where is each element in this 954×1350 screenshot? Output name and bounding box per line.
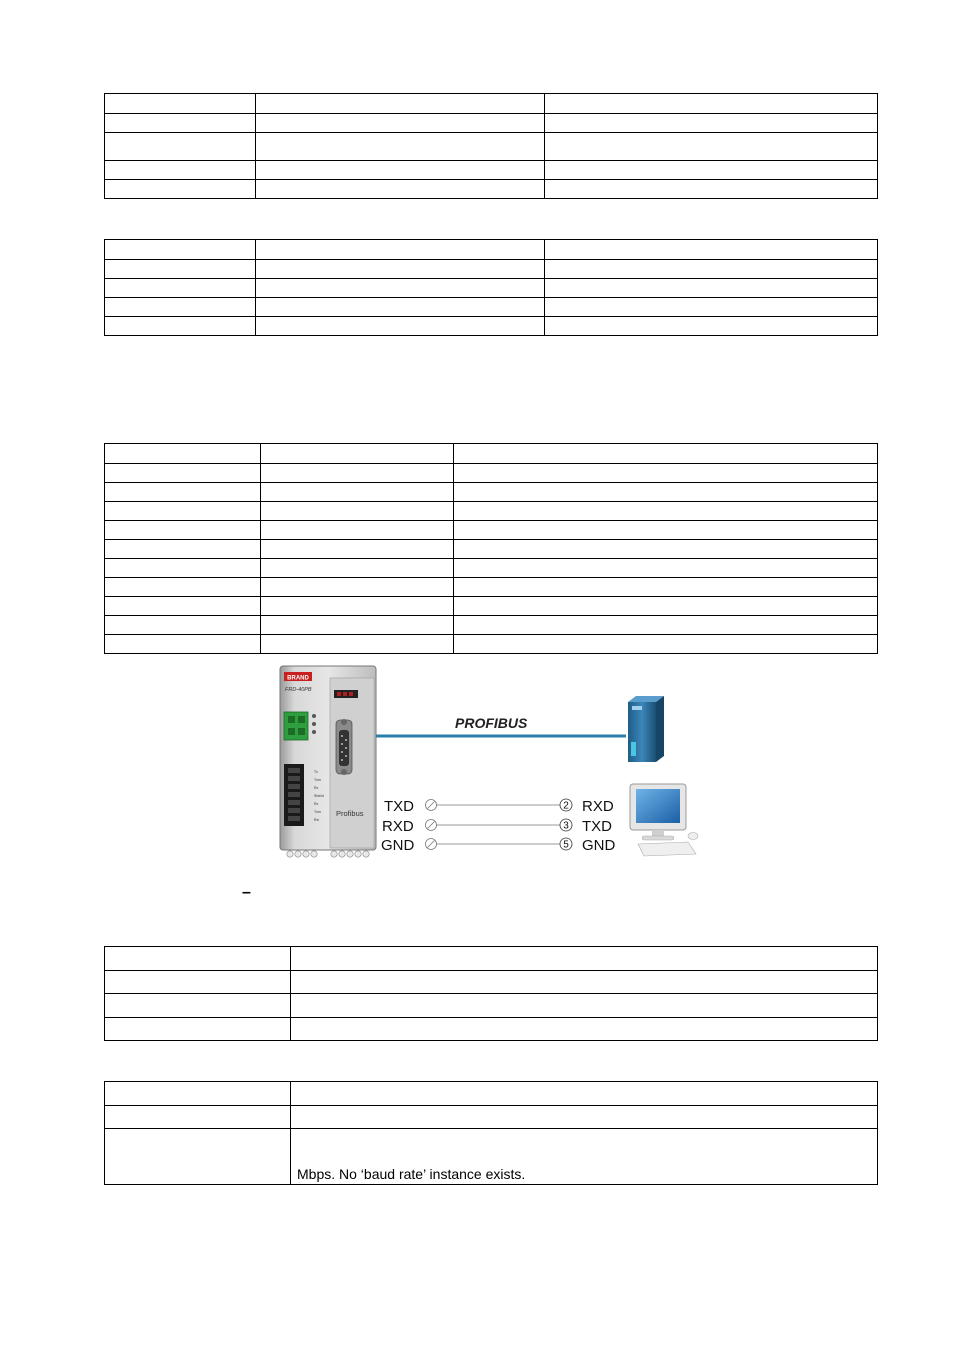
table-cell bbox=[105, 1018, 291, 1041]
table-row bbox=[105, 240, 878, 260]
left-pin-gnd: GND bbox=[381, 837, 415, 854]
table-cell bbox=[105, 317, 256, 336]
computer-icon bbox=[630, 784, 698, 856]
table-2 bbox=[104, 239, 878, 336]
table-cell bbox=[105, 114, 256, 133]
table-row bbox=[105, 1106, 878, 1129]
right-pin-txd: TXD bbox=[582, 818, 612, 835]
table-cell bbox=[105, 483, 261, 502]
terminal-label: Txm bbox=[314, 810, 321, 814]
table-cell bbox=[105, 1082, 291, 1106]
table-cell bbox=[261, 559, 454, 578]
model-text: FRD-40PB bbox=[285, 687, 312, 693]
table-cell bbox=[545, 161, 878, 180]
table-cell bbox=[105, 94, 256, 114]
table-cell bbox=[105, 444, 261, 464]
table-cell bbox=[545, 133, 878, 161]
table-cell bbox=[261, 502, 454, 521]
table-cell bbox=[256, 161, 545, 180]
table-row bbox=[105, 947, 878, 971]
table-cell bbox=[256, 317, 545, 336]
db9-connector bbox=[336, 719, 352, 775]
table-cell bbox=[545, 180, 878, 199]
table-cell bbox=[454, 578, 878, 597]
table-cell bbox=[454, 521, 878, 540]
table-row bbox=[105, 483, 878, 502]
table-cell bbox=[105, 180, 256, 199]
table-cell bbox=[261, 540, 454, 559]
terminal-label: Rxi bbox=[314, 818, 320, 822]
table-cell bbox=[545, 298, 878, 317]
table-4 bbox=[104, 946, 878, 1041]
table-row bbox=[105, 635, 878, 654]
table-cell bbox=[545, 94, 878, 114]
table-cell bbox=[105, 947, 291, 971]
table-cell bbox=[545, 279, 878, 298]
table-row bbox=[105, 1129, 878, 1185]
table-row bbox=[105, 279, 878, 298]
table-row bbox=[105, 161, 878, 180]
table-row bbox=[105, 597, 878, 616]
table-cell bbox=[545, 114, 878, 133]
table-row bbox=[105, 971, 878, 994]
table-cell bbox=[454, 540, 878, 559]
table-cell bbox=[454, 597, 878, 616]
table-row bbox=[105, 578, 878, 597]
table-row bbox=[105, 521, 878, 540]
table-cell bbox=[256, 298, 545, 317]
table-row bbox=[105, 540, 878, 559]
table-cell bbox=[105, 578, 261, 597]
table-row bbox=[105, 464, 878, 483]
terminal-label: Tx bbox=[314, 770, 318, 774]
table-cell bbox=[261, 444, 454, 464]
terminal-label: Txm bbox=[314, 778, 321, 782]
table-cell bbox=[105, 298, 256, 317]
converter-device bbox=[280, 666, 376, 857]
table-cell bbox=[105, 521, 261, 540]
terminal-label: Rx bbox=[314, 802, 319, 806]
green-terminal-block bbox=[284, 712, 308, 740]
table-row bbox=[105, 502, 878, 521]
left-pin-rxd: RXD bbox=[382, 818, 414, 835]
table-row bbox=[105, 180, 878, 199]
table-cell bbox=[261, 464, 454, 483]
table-cell bbox=[261, 483, 454, 502]
table-cell bbox=[256, 279, 545, 298]
table-cell bbox=[291, 1018, 878, 1041]
left-pin-txd: TXD bbox=[384, 798, 414, 815]
table-cell bbox=[256, 260, 545, 279]
table-row bbox=[105, 260, 878, 279]
table-cell bbox=[256, 114, 545, 133]
table-cell bbox=[291, 1082, 878, 1106]
table-cell bbox=[454, 559, 878, 578]
table-cell bbox=[105, 133, 256, 161]
table-cell bbox=[545, 317, 878, 336]
table-5 bbox=[104, 1081, 878, 1185]
table-cell bbox=[454, 502, 878, 521]
table-cell bbox=[545, 240, 878, 260]
table-cell bbox=[105, 260, 256, 279]
baud-rate-note: Mbps. No ‘baud rate’ instance exists. bbox=[291, 1129, 878, 1185]
bottom-terminals bbox=[287, 851, 369, 857]
table-cell bbox=[105, 240, 256, 260]
table-cell bbox=[261, 597, 454, 616]
table-cell bbox=[105, 971, 291, 994]
brand-text: BRAND bbox=[287, 675, 309, 682]
table-cell bbox=[105, 559, 261, 578]
pin-number: 2 bbox=[563, 800, 569, 812]
table-row bbox=[105, 133, 878, 161]
table-cell bbox=[105, 616, 261, 635]
right-pin-gnd: GND bbox=[582, 837, 616, 854]
table-row bbox=[105, 994, 878, 1018]
table-cell bbox=[256, 240, 545, 260]
table-row bbox=[105, 1082, 878, 1106]
table-cell bbox=[454, 444, 878, 464]
black-terminal-strip bbox=[284, 764, 304, 826]
table-cell bbox=[105, 1106, 291, 1129]
table-cell bbox=[261, 521, 454, 540]
table-cell bbox=[454, 464, 878, 483]
table-cell bbox=[105, 540, 261, 559]
right-pin-rxd: RXD bbox=[582, 798, 614, 815]
table-row bbox=[105, 317, 878, 336]
table-cell bbox=[105, 161, 256, 180]
pin-number: 5 bbox=[563, 839, 569, 851]
table-cell bbox=[454, 483, 878, 502]
table-cell bbox=[454, 635, 878, 654]
table-cell bbox=[261, 578, 454, 597]
table-cell bbox=[291, 947, 878, 971]
table-cell bbox=[256, 133, 545, 161]
table-3 bbox=[104, 443, 878, 654]
table-cell bbox=[256, 180, 545, 199]
terminal-label: Shield bbox=[314, 794, 324, 798]
figure-caption-dash: – bbox=[242, 884, 251, 901]
table-cell bbox=[105, 502, 261, 521]
table-row bbox=[105, 616, 878, 635]
device-profibus-label: Profibus bbox=[336, 809, 364, 818]
table-cell bbox=[454, 616, 878, 635]
table-row bbox=[105, 559, 878, 578]
table-cell bbox=[105, 597, 261, 616]
table-cell bbox=[291, 971, 878, 994]
table-cell bbox=[105, 464, 261, 483]
table-row bbox=[105, 114, 878, 133]
table-row bbox=[105, 94, 878, 114]
table-row bbox=[105, 444, 878, 464]
table-cell bbox=[545, 260, 878, 279]
table-cell bbox=[291, 994, 878, 1018]
table-cell bbox=[105, 994, 291, 1018]
wiring-figure bbox=[270, 664, 710, 870]
table-row bbox=[105, 1018, 878, 1041]
table-cell bbox=[261, 616, 454, 635]
terminal-label: Rx bbox=[314, 786, 319, 790]
table-cell bbox=[261, 635, 454, 654]
table-cell bbox=[291, 1106, 878, 1129]
profibus-label: PROFIBUS bbox=[455, 715, 528, 731]
table-cell bbox=[105, 279, 256, 298]
pin-number: 3 bbox=[563, 820, 569, 832]
table-cell bbox=[105, 635, 261, 654]
table-cell bbox=[256, 94, 545, 114]
table-row bbox=[105, 298, 878, 317]
table-1 bbox=[104, 93, 878, 199]
table-cell bbox=[105, 1129, 291, 1185]
plc-device bbox=[628, 696, 664, 762]
